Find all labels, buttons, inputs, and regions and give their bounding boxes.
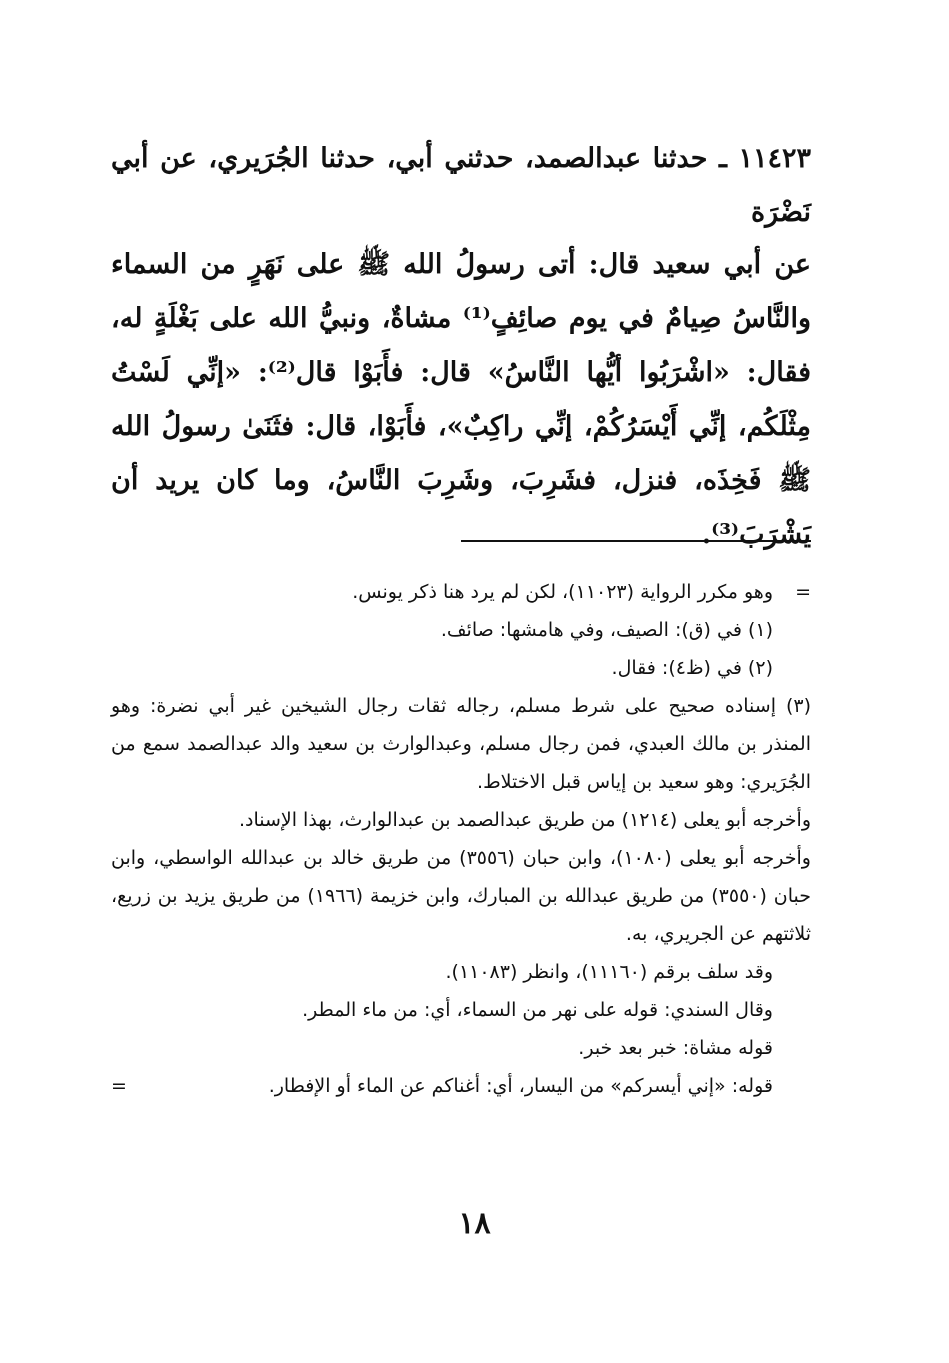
footnotes [111,573,811,1105]
continuation-end-mark: = [111,1075,127,1097]
footnote-divider [461,540,811,542]
page-number: ١٨ [458,1206,491,1241]
footnote-aysar-text: قوله: «إني أيسركم» من اليسار، أي: أغناكم عن الماء أو الإفطار. [268,1075,773,1097]
footnote-aysar [111,1067,811,1105]
footnote-others: وأخرجه أبو يعلى (١٠٨٠)، وابن حبان (٣٥٥٦) من طريق خالد بن عبدالله الواسطي، وابن حبان (٣٥٥٠) من طريق عبدالله بن المبارك، وابن خزيمة (١٩٦٦) من طريق يزيد بن زريع، ثلاثتهم عن الجريري، به. [111,847,811,945]
footnote-sindi: وقال السندي: قوله على نهر من السماء، أي: من ماء المطر. [302,999,773,1021]
hadith-isnad: ١١٤٢٣ ـ حدثنا عبدالصمد، حدثني أبي، حدثنا الجُرَيري، عن أبي نَضْرَة [111,143,811,228]
continuation-mark: = [795,581,811,603]
footnote-3: (٣) إسناده صحيح على شرط مسلم، رجاله ثقات رجال الشيخين غير أبي نضرة: وهو المنذر بن مالك العبدي، فمن رجال مسلم، وعبدالوارث بن سعيد والد عبدالصمد سمع من الجُرَيري: وهو سعيد بن إياس قبل الاختلاط. [111,695,811,793]
continuation-text: وهو مكرر الرواية (١١٠٢٣)، لكن لم يرد هنا ذكر يونس. [352,581,773,603]
footnote-continuation [111,573,811,611]
footnote-mushat: قوله مشاة: خبر بعد خبر. [578,1037,773,1059]
footnote-1: (١) في (ق): الصيف، وفي هامشها: صائف. [440,619,773,641]
footnote-salaf: وقد سلف برقم (١١١٦٠)، وانظر (١١٠٨٣). [445,961,773,983]
footnote-abuyala: وأخرجه أبو يعلى (١٢١٤) من طريق عبدالصمد بن عبدالوارث، بهذا الإسناد. [238,809,811,831]
hadith-matn: عن أبي سعيد قال: أتى رسولُ الله ﷺ على نَهَرٍ من السماء والنَّاسُ صِيامٌ في يوم صائِفٍ⁽¹⁾ مشاةٌ، ونبيُّ الله على بَغْلَةٍ له، فقال: «اشْرَبُوا أيُّها النَّاسُ» قال: فأَبَوْا قال⁽²⁾: «إنِّي لَسْتُ مِثْلَكُم، إنِّي أَيْسَرُكُمْ، إنِّي راكِبٌ»، فأَبَوْا، قال: فثَنَىٰ رسولُ الله ﷺ فَخِذَه، فنزل، فشَرِبَ، وشَرِبَ النَّاسُ، وما كان يريد أن يَشْرَبَ⁽³⁾. [111,249,812,550]
footnote-2: (٢) في (ظ٤): فقال. [611,657,773,679]
